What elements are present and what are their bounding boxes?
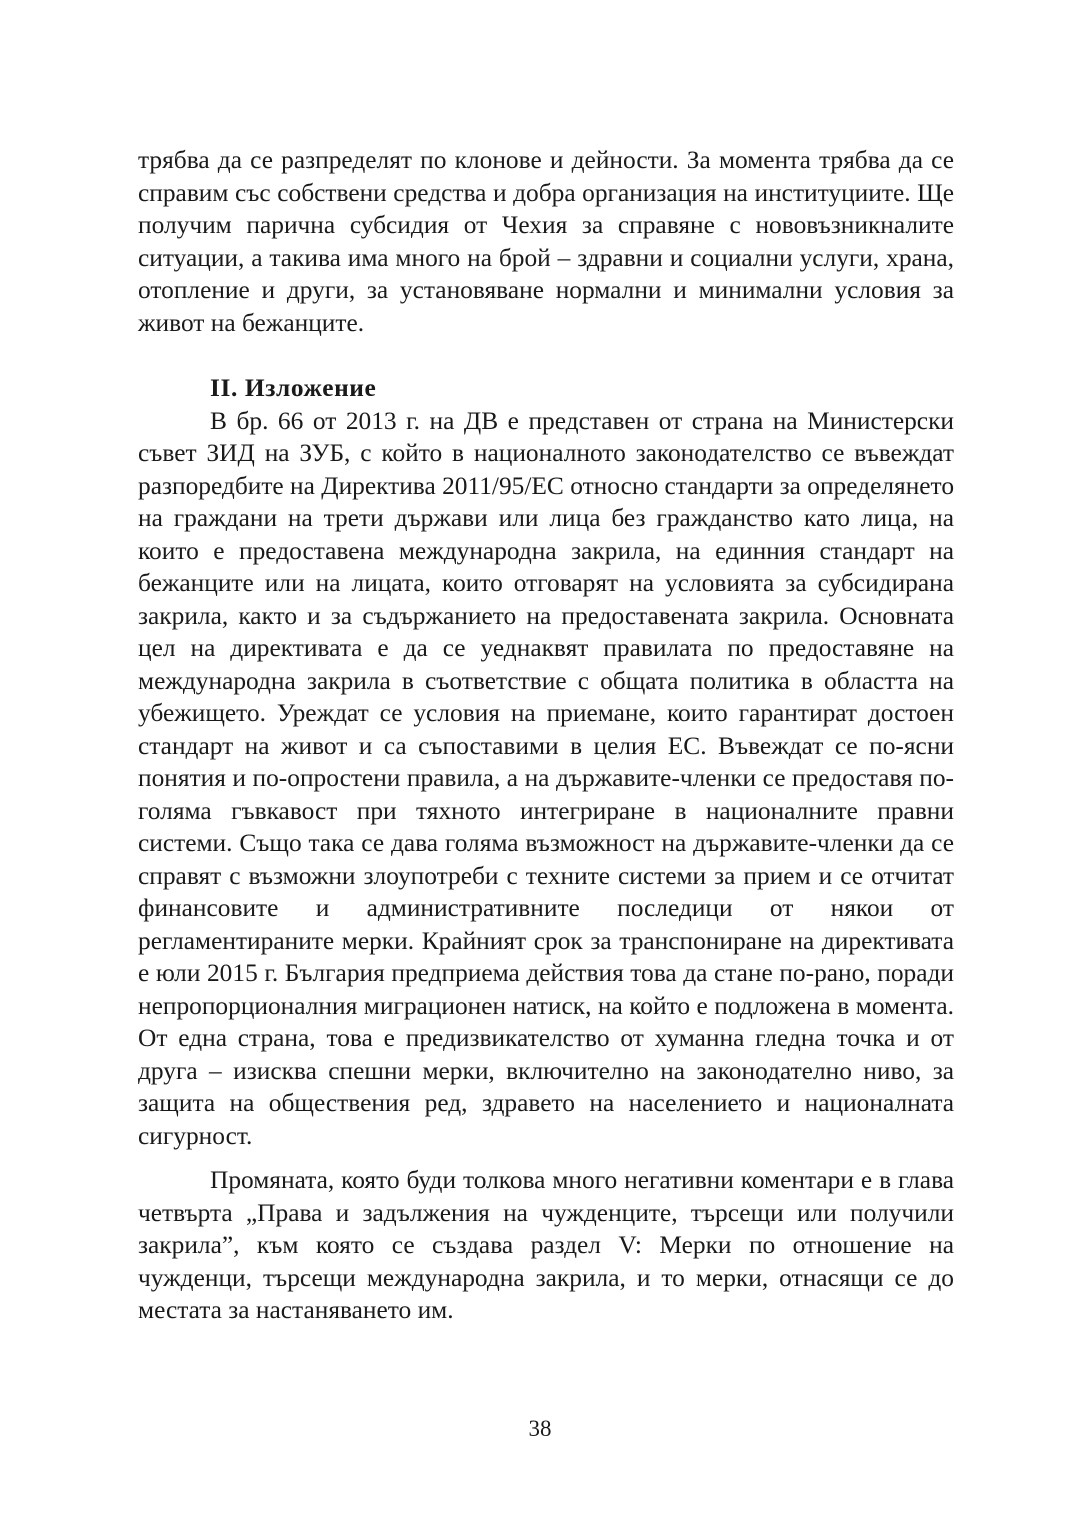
section-heading: II. Изложение bbox=[210, 374, 377, 402]
page-number: 38 bbox=[528, 1416, 552, 1441]
intro-paragraph: трябва да се разпределят по клонове и дейности. За момента трябва да се справим със собствени средства и добра организация на институциите. Ще получим парична субсидия от Чехия за справяне с нововъзникналите ситуации, а такива има много на брой – здравни и социални услуги, храна, отопление и други, за установяване нормални и минимални условия за живот на бежанците. bbox=[138, 146, 954, 337]
main-paragraph: В бр. 66 от 2013 г. на ДВ е представен от страна на Министерски съвет ЗИД на ЗУБ, с който в националното законодателство се въвеждат разпоредбите на Директива 2011/95/ЕС относно стандарти за определянето на граждани на трети държави или лица без гражданство като лица, на които е предоставена международна закрила, на единния стандарт на бежанците или на лицата, които отговарят на условията за субсидирана закрила, както и за съдържанието на предоставената закрила. Основната цел на директивата е да се уеднаквят правилата по предоставяне на международна закрила в съответствие с общата политика в областта на убежището. Уреждат се условия на приемане, които гарантират достоен стандарт на живот и са съпоставими в целия ЕС. Въвеждат се по-ясни понятия и по-опростени правила, а на държавите-членки се предоставя по-голяма гъвкавост при тяхното интегриране в националните правни системи. Също така се дава голяма възможност на държавите-членки да се справят с възможни злоупотреби с техните системи за прием и се отчитат финансовите и административните последици от някои от регламентираните мерки. Крайният срок за транспониране на директивата е юли 2015 г. България предприема действия това да стане по-рано, поради непропорционалния миграционен натиск, на който е подложена в момента. От една страна, това е предизвикателство от хуманна гледна точка и от друга – изисква спешни мерки, включително на законодателно ниво, за защита на обществения ред, здравето на населението и националната сигурност. bbox=[138, 406, 955, 1150]
final-paragraph: Промяната, която буди толкова много негативни коментари е в глава четвърта „Права и задължения на чужденците, търсещи или получили закрила”, към която се създава раздел V: Мерки по отношение на чужденци, търсещи международна закрила, и то мерки, отнасящи се до местата за настаняването им. bbox=[138, 1166, 954, 1324]
section-expose bbox=[138, 372, 954, 1327]
